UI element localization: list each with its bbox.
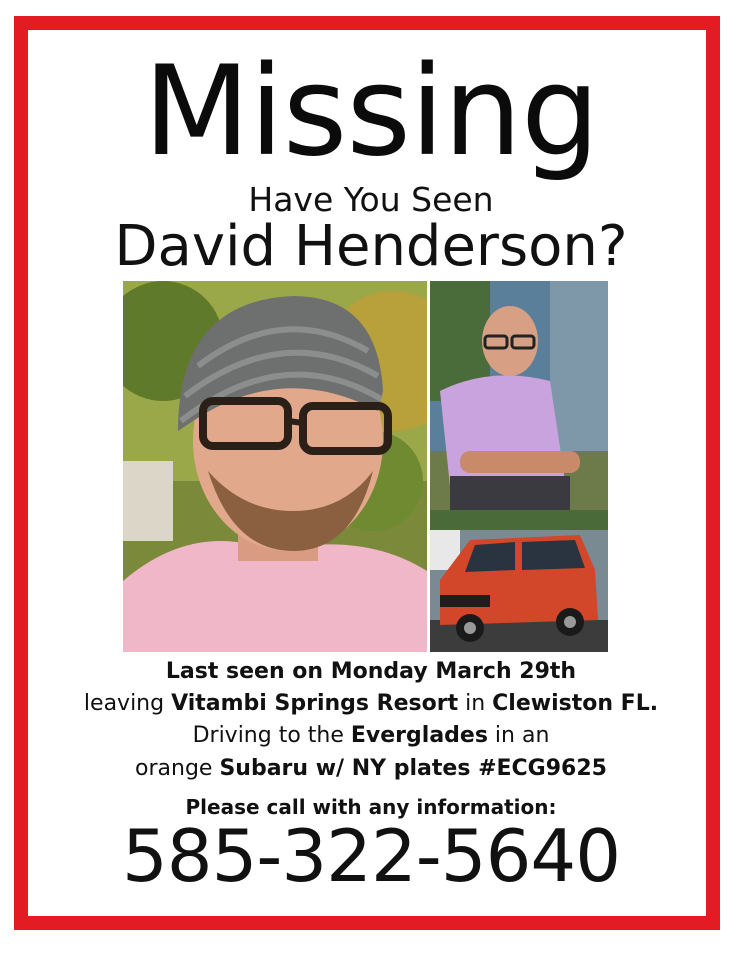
text-orange: orange [135,756,220,781]
portrait-photo [123,281,427,652]
text-leaving: leaving [83,691,172,716]
city-name: Clewiston FL. [492,691,659,716]
orange-suv-photo [430,510,608,652]
destination-line [0,720,742,751]
person-seated-photo [430,281,608,510]
missing-person-name: David Henderson? [114,214,628,279]
vehicle-line [0,753,742,784]
contact-phone: 585-322-5640 [121,814,621,898]
text-in-an: in an [487,723,550,748]
text-driving: Driving to the [192,723,351,748]
last-seen-location [0,688,742,719]
last-seen-date: Last seen on Monday March 29th [165,659,577,684]
poster-subtitle: Have You Seen [248,180,494,219]
poster-title: Missing [143,40,599,184]
resort-name: Vitambi Springs Resort [171,691,459,716]
text-in: in [458,691,493,716]
contact-callout: Please call with any information: [185,795,557,819]
destination-name: Everglades [350,723,488,748]
vehicle-description: Subaru w/ NY plates #ECG9625 [219,756,607,781]
